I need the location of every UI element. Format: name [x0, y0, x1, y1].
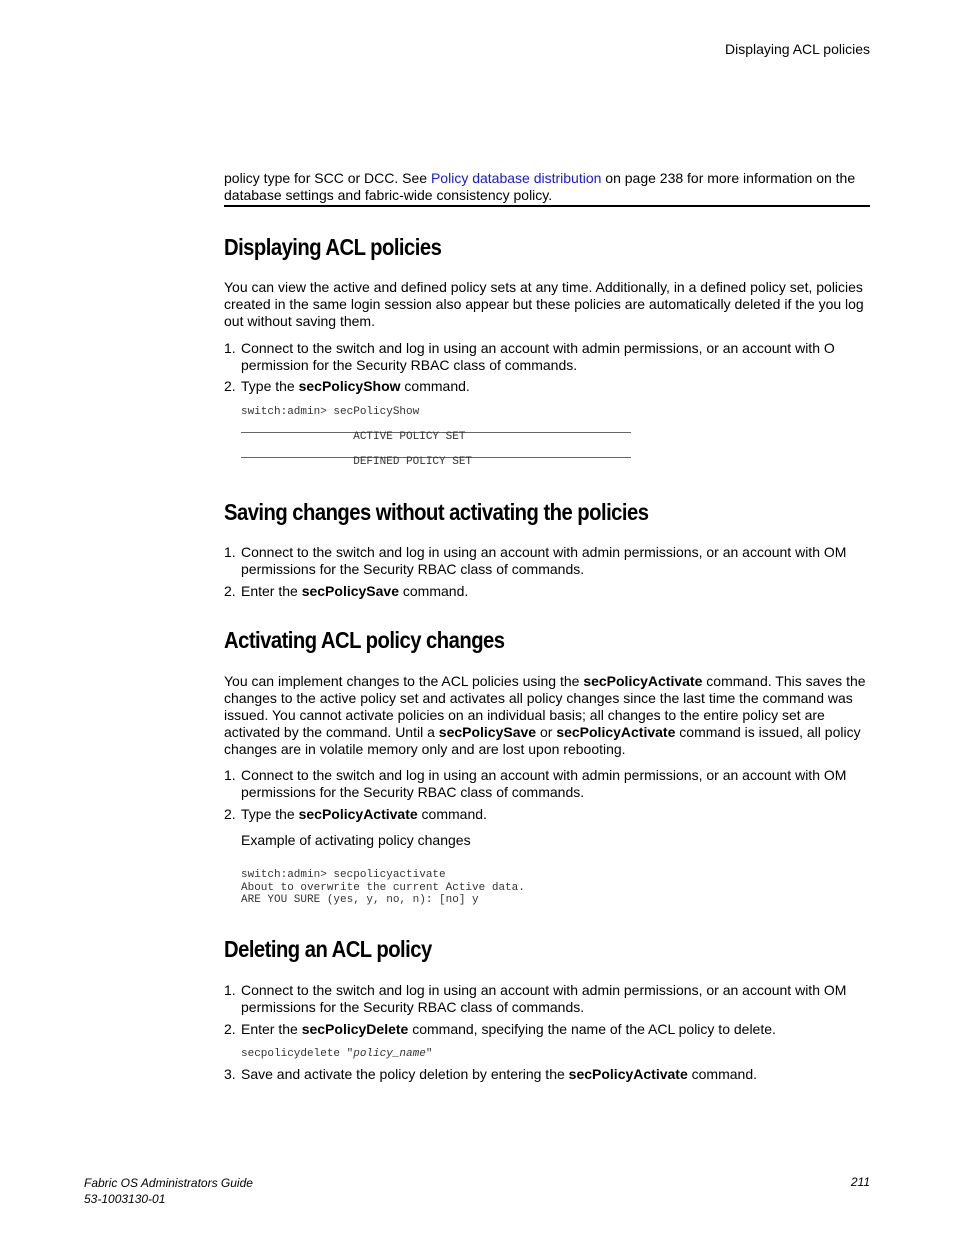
step-number: 1.	[224, 982, 236, 998]
step-text: command.	[399, 583, 469, 599]
running-header: Displaying ACL policies	[725, 41, 870, 57]
step-number: 2.	[224, 583, 236, 599]
list-item	[224, 378, 870, 395]
step-number: 2.	[224, 1021, 236, 1037]
displaying-steps	[224, 340, 870, 395]
deleting-step-3	[224, 1066, 870, 1083]
command-name: secPolicyDelete	[301, 1021, 409, 1037]
step-text: Save and activate the policy deletion by entering the	[241, 1066, 569, 1082]
list-item	[224, 583, 870, 600]
command-name: secPolicyActivate	[568, 1066, 688, 1082]
list-item	[224, 1021, 870, 1038]
command-name: secPolicySave	[301, 583, 399, 599]
list-item	[224, 982, 870, 1016]
activating-steps	[224, 767, 870, 823]
step-text: Connect to the switch and log in using an account with admin permissions, or an account with OM permissions for the Security RBAC class of commands.	[241, 767, 847, 800]
code-line	[241, 1048, 432, 1061]
guide-title: Fabric OS Administrators Guide	[84, 1176, 253, 1190]
para-text: or	[536, 724, 557, 740]
command-name: secPolicyActivate	[556, 724, 676, 740]
code-line: DEFINED POLICY SET	[241, 456, 473, 468]
step-text: Type the	[241, 806, 299, 822]
step-text: Connect to the switch and log in using an account with admin permissions, or an account with OM permissions for the Security RBAC class of commands.	[241, 982, 847, 1015]
command-name: secPolicyShow	[298, 378, 401, 394]
deleting-steps	[224, 982, 870, 1038]
step-text: Connect to the switch and log in using an account with admin permissions, or an account with OM permissions for the Security RBAC class of commands.	[241, 544, 847, 577]
policy-database-distribution-link[interactable]: Policy database distribution	[430, 170, 602, 186]
displaying-paragraph	[224, 279, 870, 330]
heading-activating-acl-policy-changes: Activating ACL policy changes	[224, 627, 505, 653]
code-line: switch:admin> secPolicyShow	[241, 406, 420, 418]
list-item	[224, 1066, 870, 1083]
step-text: command.	[417, 806, 487, 822]
code-text: secpolicydelete "	[241, 1048, 354, 1060]
doc-number: 53-1003130-01	[84, 1192, 166, 1206]
page-number: 211	[850, 1175, 870, 1189]
list-item	[224, 340, 870, 374]
para-text: command is issued, all policy changes are in volatile memory only and are lost upon rebooting.	[224, 724, 861, 757]
step-number: 1.	[224, 544, 236, 560]
code-argument: policy_name	[353, 1048, 426, 1060]
code-text: "	[425, 1048, 433, 1060]
step-number: 2.	[224, 378, 236, 394]
section-divider	[224, 205, 870, 207]
para-text: command. This saves the changes to the active policy set and activates all policy changes since the last time the command was issued. You cannot activate policies on an individual basis; all changes to the entire policy set are activated by the command. Until a	[224, 673, 866, 740]
heading-deleting-acl-policy: Deleting an ACL policy	[224, 936, 432, 962]
heading-saving-changes: Saving changes without activating the policies	[224, 499, 649, 525]
list-item	[224, 544, 870, 578]
displaying-para-text: You can view the active and defined policy sets at any time. Additionally, in a defined policy set, policies created in the same login session also appear but these policies are automatically deleted if the you log out without saving them.	[224, 279, 864, 329]
activating-paragraph	[224, 673, 870, 758]
command-name: secPolicyActivate	[298, 806, 418, 822]
code-line: About to overwrite the current Active data.	[241, 882, 525, 894]
step-text: Enter the	[241, 1021, 302, 1037]
command-name: secPolicyActivate	[583, 673, 703, 689]
list-item	[224, 806, 870, 823]
step-number: 2.	[224, 806, 236, 822]
list-item	[224, 767, 870, 801]
step-text: Type the	[241, 378, 299, 394]
footer-left	[84, 1175, 253, 1207]
command-name: secPolicySave	[438, 724, 537, 740]
heading-displaying-acl-policies: Displaying ACL policies	[224, 234, 442, 260]
step-text: command, specifying the name of the ACL policy to delete.	[408, 1021, 776, 1037]
intro-text: policy type for SCC or DCC. See	[224, 170, 431, 186]
step-text: command.	[687, 1066, 757, 1082]
step-text: command.	[400, 378, 470, 394]
saving-steps	[224, 544, 870, 600]
code-line: switch:admin> secpolicyactivate	[241, 869, 446, 881]
example-caption: Example of activating policy changes	[241, 832, 471, 848]
step-text: Enter the	[241, 583, 302, 599]
step-number: 3.	[224, 1066, 236, 1082]
step-text: Connect to the switch and log in using an account with admin permissions, or an account with O permission for the Security RBAC class of commands.	[241, 340, 835, 373]
intro-paragraph	[224, 170, 870, 204]
code-line: ARE YOU SURE (yes, y, no, n): [no] y	[241, 894, 479, 906]
code-line: ACTIVE POLICY SET	[241, 431, 466, 443]
para-text: You can implement changes to the ACL policies using the	[224, 673, 584, 689]
intro-text-continued: on page 238 for more information on the database settings and fabric-wide consistency policy.	[224, 170, 856, 203]
step-number: 1.	[224, 340, 236, 356]
step-number: 1.	[224, 767, 236, 783]
